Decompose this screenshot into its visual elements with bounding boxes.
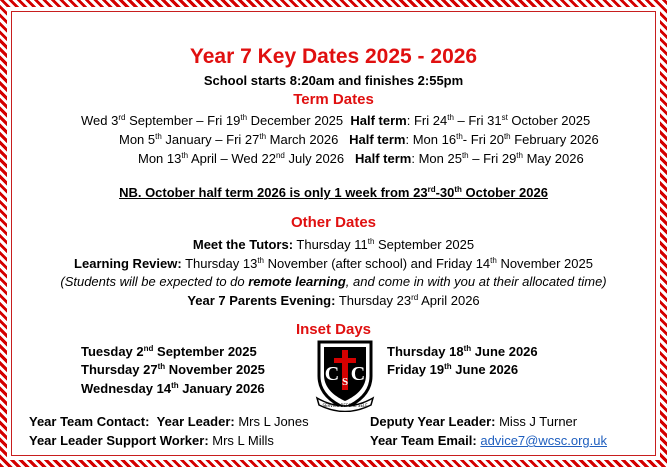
nb-note: NB. October half term 2026 is only 1 week from 23rd-30th October 2026 bbox=[119, 185, 548, 200]
half-term-label: Half term bbox=[354, 151, 412, 166]
term-row-3: Mon 13th April – Wed 22nd July 2026 Half term: Mon 25th – Fri 29th May 2026 bbox=[138, 151, 584, 166]
year-team-contact: Year Team Contact: Year Leader: Mrs L Jones bbox=[29, 414, 309, 429]
inset-day-right-1: Thursday 18th June 2026 bbox=[387, 344, 538, 359]
inset-day-left-1: Tuesday 2nd September 2025 bbox=[81, 344, 257, 359]
deputy-year-leader: Deputy Year Leader: Miss J Turner bbox=[370, 414, 578, 429]
term-dates-heading: Term Dates bbox=[293, 91, 374, 108]
learning-review: Learning Review: Thursday 13th November (after school) and Friday 14th November 2025 bbox=[74, 256, 593, 271]
support-worker: Year Leader Support Worker: Mrs L Mills bbox=[29, 433, 274, 448]
half-term-label: Half term bbox=[350, 113, 407, 128]
page-title: Year 7 Key Dates 2025 - 2026 bbox=[189, 45, 478, 68]
remote-learning-note: (Students will be expected to do remote learning, and come in with you at their allocated time) bbox=[60, 274, 607, 289]
email-link[interactable]: advice7@wcsc.org.uk bbox=[480, 433, 607, 448]
school-times-text: School starts 8:20am and finishes 2:55pm bbox=[203, 73, 464, 88]
school-times bbox=[12, 73, 655, 89]
school-crest-logo bbox=[315, 338, 375, 412]
crest-letter-c: C bbox=[324, 363, 340, 385]
parents-evening: Year 7 Parents Evening: Thursday 23rd April 2026 bbox=[187, 293, 480, 308]
term-row-2: Mon 5th January – Fri 27th March 2026 Half term: Mon 16th- Fri 20th February 2026 bbox=[119, 132, 599, 147]
term-row-1: Wed 3rd September – Fri 19th December 2025 Half term: Fri 24th – Fri 31st October 2025 bbox=[81, 113, 591, 128]
other-dates-heading: Other Dates bbox=[290, 214, 377, 231]
year-team-email: Year Team Email: advice7@wcsc.org.uk bbox=[370, 433, 607, 448]
inset-day-right-2: Friday 19th June 2026 bbox=[387, 362, 519, 377]
crest-letter-c2: C bbox=[350, 363, 366, 385]
crest-letter-s: S bbox=[341, 376, 349, 388]
inset-day-left-3: Wednesday 14th January 2026 bbox=[81, 381, 265, 396]
inset-days-heading: Inset Days bbox=[295, 321, 372, 338]
half-term-label: Half term bbox=[349, 132, 406, 147]
meet-tutors: Meet the Tutors: Thursday 11th September 2025 bbox=[192, 237, 475, 252]
document-frame bbox=[11, 11, 656, 456]
crest-motto: SERVICE BEFORE SELF bbox=[322, 403, 368, 408]
inset-day-left-2: Thursday 27th November 2025 bbox=[81, 362, 265, 377]
